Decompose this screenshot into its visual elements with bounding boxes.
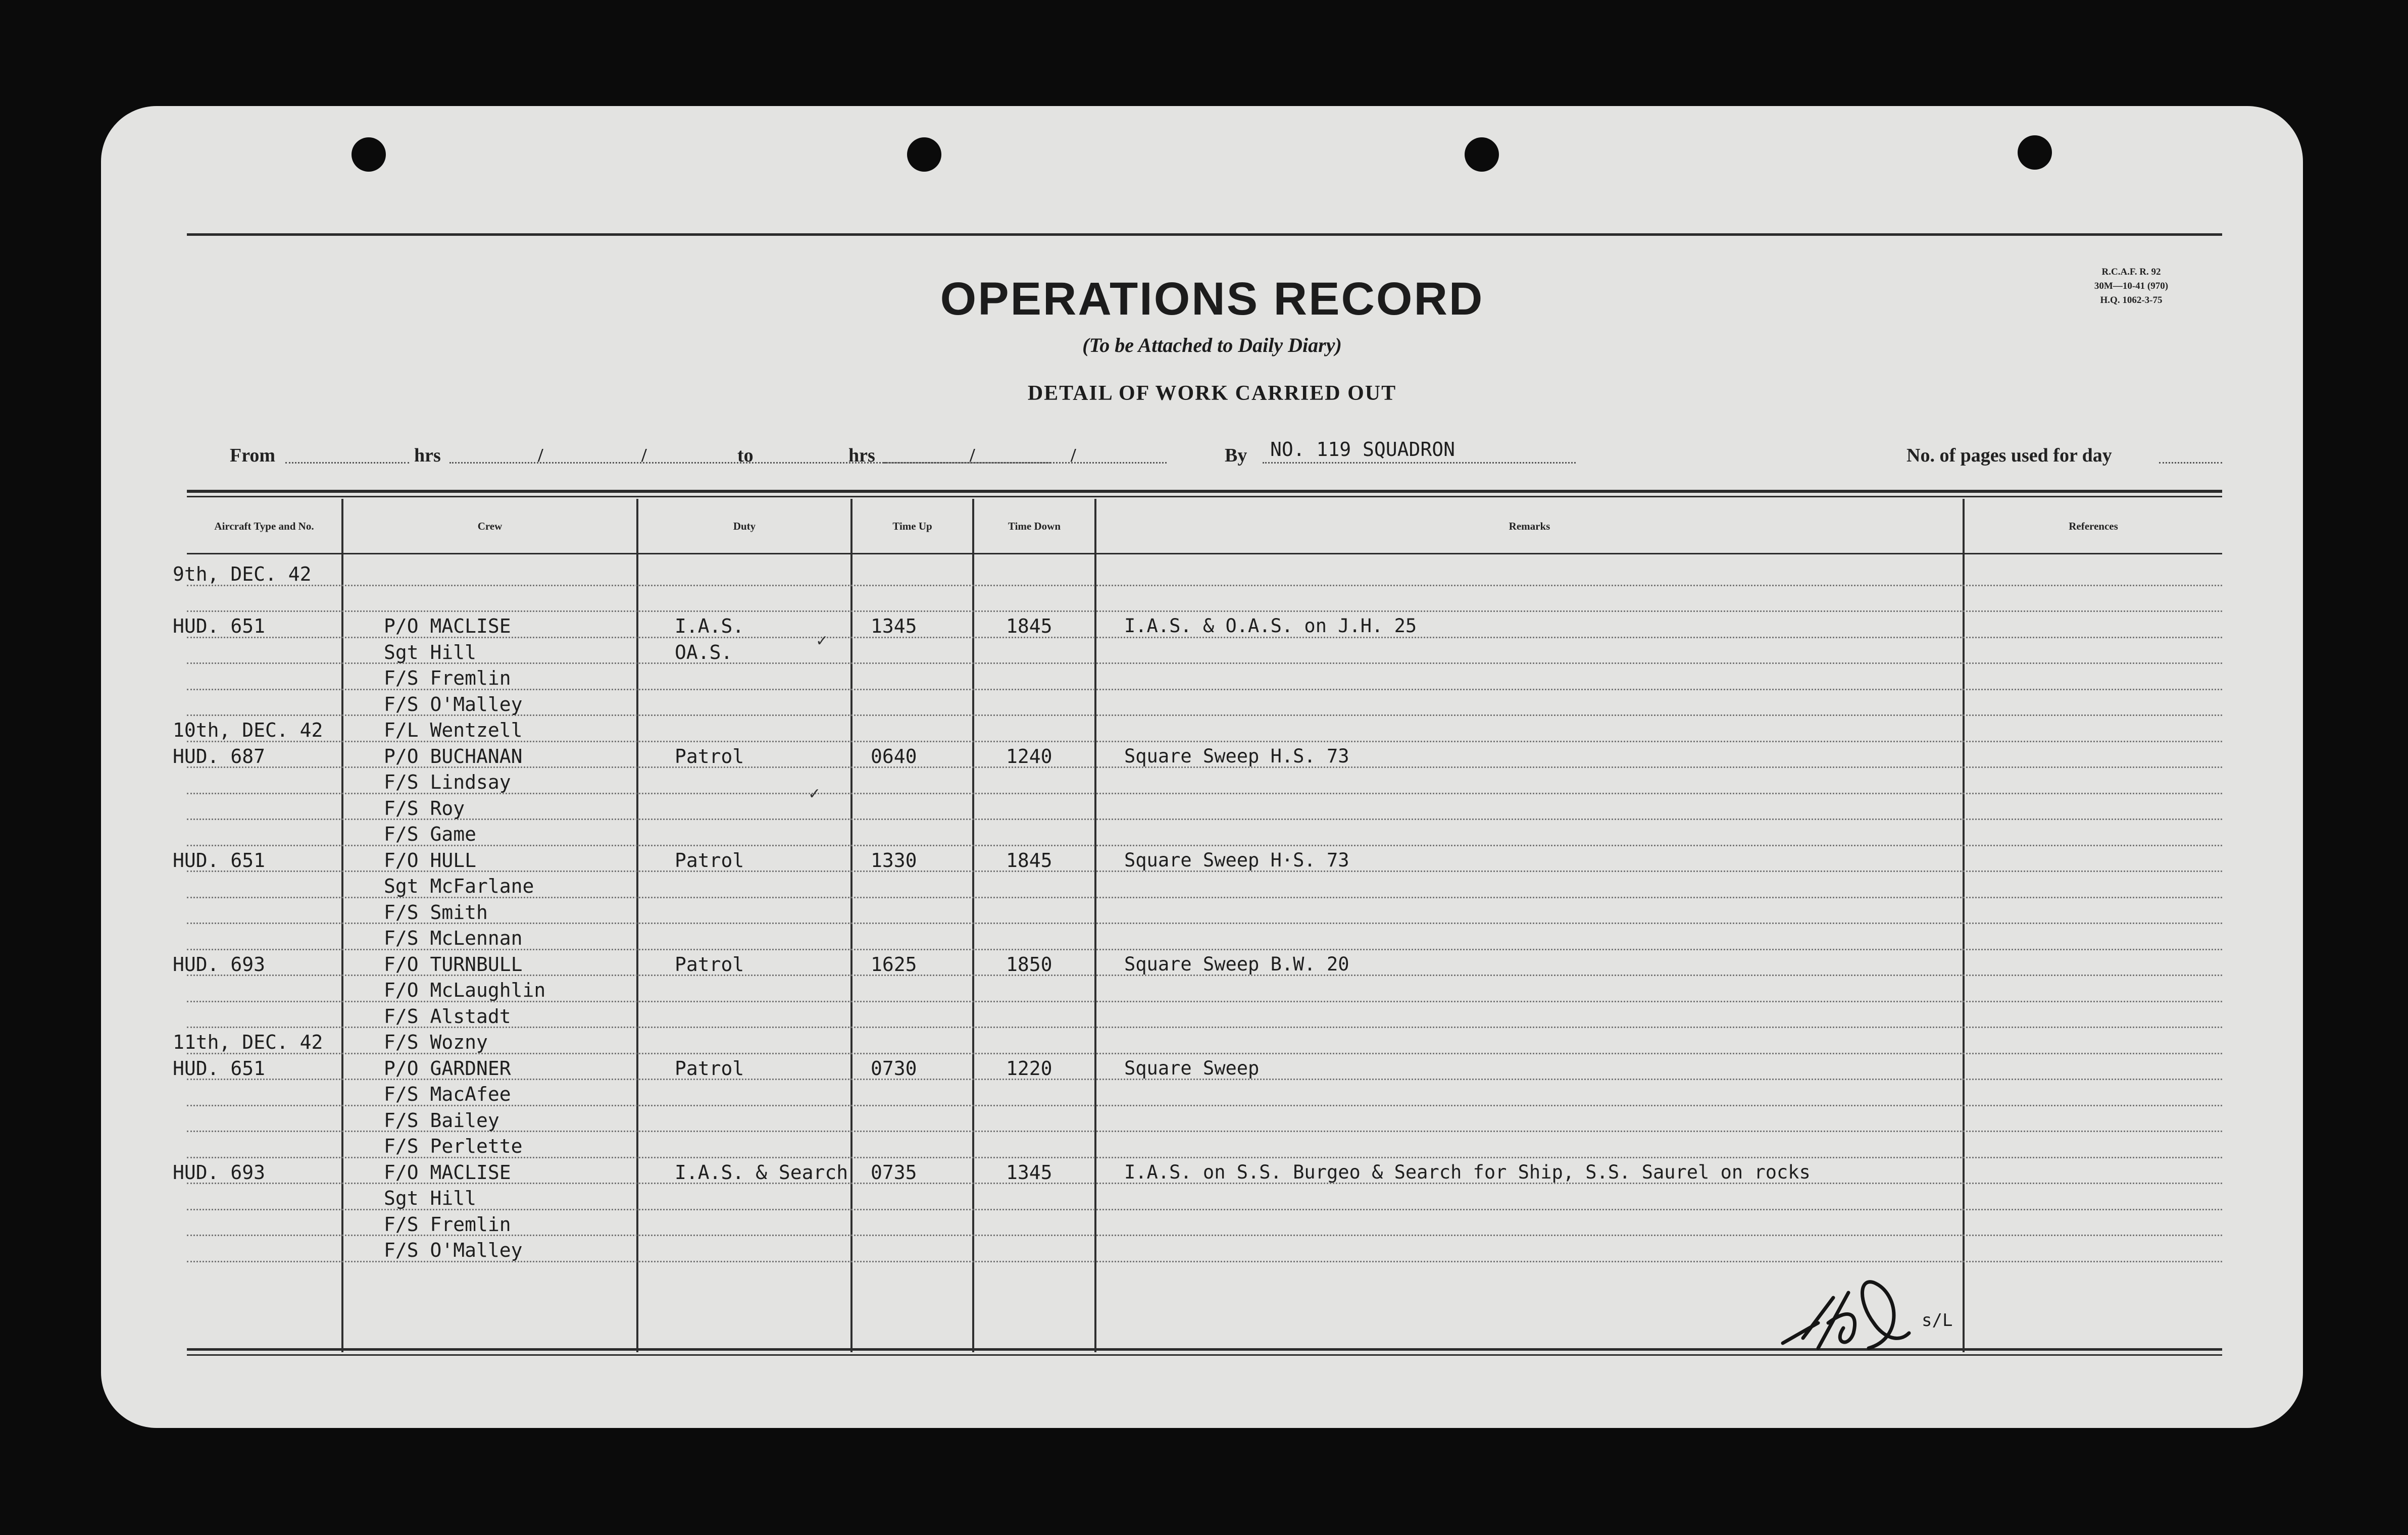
- duty-cell: OA.S.: [675, 641, 733, 663]
- column-divider: [341, 499, 343, 1352]
- crew-cell: F/S Alstadt: [384, 1005, 511, 1028]
- row-guide-line: [187, 923, 2222, 924]
- duty-cell: Patrol: [675, 1057, 744, 1080]
- column-header-time-down: Time Down: [1008, 520, 1061, 532]
- time-up-cell: 0640: [871, 745, 917, 768]
- row-guide-line: [187, 818, 2222, 820]
- column-header-remarks: Remarks: [1509, 520, 1550, 532]
- aircraft-cell: 10th, DEC. 42: [173, 719, 323, 741]
- hrs-label: hrs: [848, 445, 875, 466]
- form-ref-line: R.C.A.F. R. 92: [2101, 267, 2161, 277]
- crew-cell: F/O TURNBULL: [384, 953, 523, 976]
- column-divider: [972, 499, 974, 1352]
- column-divider: [850, 499, 852, 1352]
- form-title: OPERATIONS RECORD: [940, 273, 1484, 325]
- signature-mark: [1773, 1262, 1939, 1358]
- form-ref-line: 30M—10-41 (970): [2094, 281, 2169, 291]
- column-header-aircraft: Aircraft Type and No.: [214, 520, 314, 532]
- crew-cell: F/S O'Malley: [384, 693, 523, 715]
- crew-cell: P/O GARDNER: [384, 1057, 511, 1080]
- binder-hole: [907, 137, 941, 172]
- from-label: From: [230, 445, 276, 466]
- crew-cell: F/S Perlette: [384, 1135, 523, 1157]
- crew-cell: F/S Fremlin: [384, 1213, 511, 1236]
- date-slash: /: [970, 445, 975, 466]
- remarks-cell: Square Sweep: [1124, 1057, 1260, 1079]
- crew-cell: F/S MacAfee: [384, 1083, 511, 1105]
- remarks-cell: Square Sweep H·S. 73: [1124, 849, 1349, 871]
- pages-label: No. of pages used for day: [1907, 445, 2112, 466]
- time-down-cell: 1345: [1006, 1161, 1052, 1184]
- crew-cell: F/O MACLISE: [384, 1161, 511, 1184]
- duty-cell: Patrol: [675, 849, 744, 872]
- column-header-time-up: Time Up: [892, 520, 932, 532]
- from-field: [285, 462, 409, 464]
- time-down-cell: 1845: [1006, 849, 1052, 872]
- row-guide-line: [187, 662, 2222, 664]
- crew-cell: F/S Lindsay: [384, 771, 511, 793]
- crew-cell: Sgt McFarlane: [384, 875, 534, 897]
- binder-hole: [352, 137, 386, 172]
- column-divider: [1963, 499, 1965, 1352]
- top-rule: [187, 233, 2222, 236]
- row-guide-line: [187, 845, 2222, 846]
- column-divider: [636, 499, 638, 1352]
- crew-cell: P/O BUCHANAN: [384, 745, 523, 768]
- header-rule: [187, 553, 2222, 554]
- remarks-cell: Square Sweep H.S. 73: [1124, 745, 1349, 767]
- duty-cell: I.A.S.: [675, 615, 744, 637]
- aircraft-cell: HUD. 693: [173, 953, 266, 976]
- remarks-cell: I.A.S. & O.A.S. on J.H. 25: [1124, 615, 1417, 637]
- aircraft-cell: HUD. 687: [173, 745, 266, 768]
- duty-cell: Patrol: [675, 745, 744, 768]
- crew-cell: Sgt Hill: [384, 1187, 477, 1209]
- crew-cell: F/S Bailey: [384, 1109, 499, 1132]
- time-down-cell: 1220: [1006, 1057, 1052, 1080]
- table-top-rule: [187, 490, 2222, 493]
- signature-suffix: s/L: [1922, 1310, 1953, 1331]
- binder-hole: [2018, 135, 2052, 170]
- form-reference: [2040, 265, 2222, 308]
- aircraft-cell: HUD. 651: [173, 615, 266, 637]
- form-ref-line: H.Q. 1062-3-75: [2100, 295, 2163, 305]
- crew-cell: F/S Game: [384, 823, 477, 845]
- row-guide-line: [187, 610, 2222, 612]
- aircraft-cell: HUD. 651: [173, 849, 266, 872]
- column-header-references: References: [2069, 520, 2118, 532]
- date-slash: /: [1071, 445, 1076, 466]
- duty-cell: Patrol: [675, 953, 744, 976]
- time-down-cell: 1850: [1006, 953, 1052, 976]
- check-mark: ✓: [808, 785, 821, 803]
- time-up-cell: 0730: [871, 1057, 917, 1080]
- remarks-cell: Square Sweep B.W. 20: [1124, 953, 1349, 975]
- date-slash: /: [641, 445, 647, 466]
- time-up-cell: 0735: [871, 1161, 917, 1184]
- aircraft-cell: 9th, DEC. 42: [173, 563, 312, 585]
- crew-cell: F/S O'Malley: [384, 1239, 523, 1261]
- time-up-cell: 1330: [871, 849, 917, 872]
- time-down-cell: 1845: [1006, 615, 1052, 637]
- to-label: to: [737, 445, 754, 466]
- column-divider: [1094, 499, 1096, 1352]
- row-guide-line: [187, 585, 2222, 586]
- squadron-value: NO. 119 SQUADRON: [1270, 438, 1456, 460]
- form-subtitle: (To be Attached to Daily Diary): [1082, 334, 1342, 356]
- hrs-label: hrs: [414, 445, 441, 466]
- column-header-duty: Duty: [733, 520, 756, 532]
- crew-cell: F/O McLaughlin: [384, 979, 546, 1001]
- crew-cell: Sgt Hill: [384, 641, 477, 663]
- aircraft-cell: HUD. 651: [173, 1057, 266, 1080]
- time-up-cell: 1345: [871, 615, 917, 637]
- aircraft-cell: 11th, DEC. 42: [173, 1031, 323, 1053]
- crew-cell: F/S Wozny: [384, 1031, 488, 1053]
- to-date-field: [884, 462, 1167, 464]
- duty-cell: I.A.S. & Search: [675, 1161, 848, 1184]
- by-label: By: [1225, 445, 1247, 466]
- crew-cell: F/S Smith: [384, 901, 488, 924]
- pages-field: [2159, 462, 2222, 464]
- crew-cell: P/O MACLISE: [384, 615, 511, 637]
- form-detail-heading: DETAIL OF WORK CARRIED OUT: [1027, 382, 1397, 405]
- aircraft-cell: HUD. 693: [173, 1161, 266, 1184]
- crew-cell: F/S Roy: [384, 797, 465, 820]
- check-mark: ✓: [816, 632, 829, 650]
- time-up-cell: 1625: [871, 953, 917, 976]
- date-slash: /: [538, 445, 543, 466]
- row-guide-line: [187, 1053, 2222, 1054]
- by-field: [1263, 462, 1576, 464]
- crew-cell: F/O HULL: [384, 849, 477, 872]
- crew-cell: F/S McLennan: [384, 927, 523, 949]
- crew-cell: F/L Wentzell: [384, 719, 523, 741]
- time-down-cell: 1240: [1006, 745, 1052, 768]
- crew-cell: F/S Fremlin: [384, 667, 511, 689]
- row-guide-line: [187, 1209, 2222, 1210]
- column-header-crew: Crew: [477, 520, 503, 532]
- remarks-cell: I.A.S. on S.S. Burgeo & Search for Ship, S.S. Saurel on rocks: [1124, 1161, 1811, 1183]
- binder-hole: [1465, 137, 1499, 172]
- table-top-rule: [187, 496, 2222, 497]
